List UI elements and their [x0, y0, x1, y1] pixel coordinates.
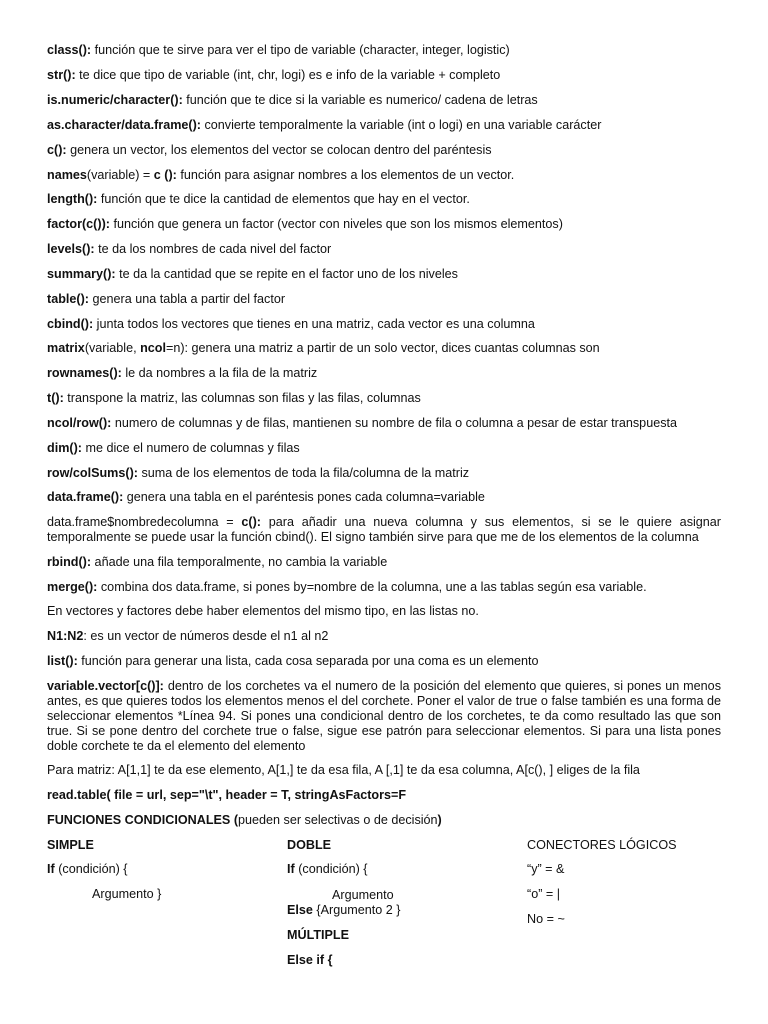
keyword: If: [47, 862, 55, 876]
entry-is-numeric: [47, 93, 721, 108]
entry-key: N1:N2: [47, 629, 84, 643]
column-title: CONECTORES LÓGICOS: [527, 838, 677, 852]
entry-key: t():: [47, 391, 64, 405]
entry-text: data.frame$nombredecolumna =: [47, 515, 242, 529]
simple-arg: [92, 887, 161, 902]
entry-text: función para asignar nombres a los elementos de un vector.: [176, 168, 515, 182]
entry-key: variable.vector[c()]:: [47, 679, 164, 693]
funciones-header: [47, 813, 721, 828]
entry-summary: [47, 267, 721, 282]
entry-key: row/colSums():: [47, 466, 138, 480]
entry-str: [47, 68, 721, 83]
entry-text: genera una tabla en el paréntesis pones cada columna=variable: [123, 490, 485, 504]
entry-rbind: [47, 555, 721, 570]
entry-dataframe-dollar: [47, 515, 721, 545]
entry-text: combina dos data.frame, si pones by=nombre de la columna, une a las tablas según esa variable.: [97, 580, 647, 594]
entry-c: [47, 143, 721, 158]
entry-ncol-row: [47, 416, 721, 431]
column-title: MÚLTIPLE: [287, 928, 350, 942]
multiple-title: [287, 928, 349, 943]
entry-key: read.table( file = url, sep="\t", header = T, stringAsFactors=F: [47, 788, 407, 802]
entry-t: [47, 391, 721, 406]
entry-text: En vectores y factores debe haber elementos del mismo tipo, en las listas no.: [47, 604, 479, 618]
entry-key: length():: [47, 192, 98, 206]
entry-text: dentro de los corchetes va el numero de la posición del elemento que quieres, si pones un menos antes, es que quieres todos los elementos menos el del corchete. Poner el valor de true o false también es una forma de seleccionar elementos *Línea 94. Si pones una condicional dentro de los corchetes, te da como resultado las que son true. Si se pone dentro del corchete true o false, sigue ese patrón para seleccionar elementos. Si para una lista pones doble corchete te da el elemento del elemento: [47, 679, 721, 753]
entry-class: [47, 43, 721, 58]
entry-text: (variable) =: [86, 168, 154, 182]
entry-matrix: [47, 341, 721, 356]
entry-text: numero de columnas y de filas, mantienen su nombre de fila o columna a pesar de estar transpuesta: [111, 416, 677, 430]
entry-data-frame: [47, 490, 721, 505]
doble-title: [287, 838, 331, 853]
entry-text: pueden ser selectivas o de decisión: [238, 813, 438, 827]
entry-key: c():: [241, 515, 261, 529]
conector-no: [527, 912, 565, 927]
entry-text: {Argumento 2 }: [312, 903, 401, 917]
column-title: DOBLE: [287, 838, 332, 852]
entry-text: te dice que tipo de variable (int, chr, logi) es e info de la variable + completo: [75, 68, 501, 82]
column-title: SIMPLE: [47, 838, 94, 852]
entry-text: Argumento: [332, 888, 394, 902]
entry-text: junta todos los vectores que tienes en una matriz, cada vector es una columna: [93, 317, 535, 331]
conector-o: [527, 887, 560, 902]
entry-dim: [47, 441, 721, 456]
entry-rownames: [47, 366, 721, 381]
entry-key: dim():: [47, 441, 82, 455]
section-heading: ): [437, 813, 442, 827]
entry-text: le da nombres a la fila de la matriz: [121, 366, 318, 380]
entry-length: [47, 192, 721, 207]
entry-text: convierte temporalmente la variable (int o logi) en una variable carácter: [201, 118, 602, 132]
entry-key: str():: [47, 68, 76, 82]
entry-n1n2: [47, 629, 721, 644]
entry-cbind: [47, 317, 721, 332]
entry-key: table():: [47, 292, 89, 306]
entry-key: cbind():: [47, 317, 94, 331]
entry-text: función para generar una lista, cada cosa separada por una coma es un elemento: [77, 654, 539, 668]
entry-text: “y” = &: [527, 862, 565, 876]
simple-if: [47, 862, 128, 877]
entry-key: rbind():: [47, 555, 92, 569]
entry-text: te da los nombres de cada nivel del factor: [94, 242, 332, 256]
entry-key: levels():: [47, 242, 95, 256]
entry-list: [47, 654, 721, 669]
entry-levels: [47, 242, 721, 257]
entry-text: suma de los elementos de toda la fila/columna de la matriz: [137, 466, 470, 480]
entry-key: class():: [47, 43, 92, 57]
keyword: If: [287, 862, 295, 876]
conector-y: [527, 862, 564, 877]
entry-key: c ():: [153, 168, 177, 182]
entry-names: [47, 168, 721, 183]
entry-factor: [47, 217, 721, 232]
entry-text: función que genera un factor (vector con niveles que son los mismos elementos): [109, 217, 563, 231]
entry-text: función que te dice la cantidad de elementos que hay en el vector.: [97, 192, 470, 206]
entry-text: “o” = |: [527, 887, 561, 901]
entry-text: : es un vector de números desde el n1 al n2: [83, 629, 329, 643]
entry-text: función que te dice si la variable es numerico/ cadena de letras: [182, 93, 538, 107]
keyword: Else: [287, 903, 313, 917]
entry-text: Argumento }: [92, 887, 162, 901]
entry-text: (condición) {: [294, 862, 368, 876]
entry-text: añade una fila temporalmente, no cambia la variable: [91, 555, 388, 569]
simple-title: [47, 838, 94, 853]
entry-key: summary():: [47, 267, 116, 281]
entry-key: merge():: [47, 580, 98, 594]
entry-text: función que te sirve para ver el tipo de variable (character, integer, logistic): [91, 43, 510, 57]
read-table: [47, 788, 721, 803]
entry-key: ncol: [140, 341, 166, 355]
entry-text: te da la cantidad que se repite en el factor uno de los niveles: [115, 267, 458, 281]
doble-else: [287, 903, 400, 918]
doble-if: [287, 862, 368, 877]
entry-key: list():: [47, 654, 78, 668]
matriz-access: [47, 763, 721, 778]
entry-vector-index: [47, 679, 721, 754]
entry-text: Para matriz: A[1,1] te da ese elemento, A[1,] te da esa fila, A [,1] te da esa columna, A[c(), ] eliges de la fila: [47, 763, 640, 777]
entry-text: genera un vector, los elementos del vector se colocan dentro del paréntesis: [66, 143, 492, 157]
entry-text: transpone la matriz, las columnas son filas y las filas, columnas: [63, 391, 421, 405]
entry-as-character: [47, 118, 721, 133]
entry-text: para añadir una nueva columna y sus elementos, si se le quiere asignar temporalmente se puede usar la función cbind(). El signo también sirve para que me de los elementos de la columna: [47, 515, 721, 544]
note-types: [47, 604, 721, 619]
entry-key: ncol/row():: [47, 416, 112, 430]
keyword: Else if {: [287, 953, 333, 967]
entry-key: factor(c()):: [47, 217, 110, 231]
entry-text: genera una tabla a partir del factor: [88, 292, 286, 306]
entry-key: c():: [47, 143, 67, 157]
section-heading: FUNCIONES CONDICIONALES (: [47, 813, 239, 827]
entry-key: rownames():: [47, 366, 122, 380]
entry-table: [47, 292, 721, 307]
entry-text: (variable,: [84, 341, 141, 355]
entry-key: is.numeric/character():: [47, 93, 183, 107]
entry-merge: [47, 580, 721, 595]
entry-text: No = ~: [527, 912, 565, 926]
conectores-title: [527, 838, 677, 853]
entry-row-colsums: [47, 466, 721, 481]
entry-key: data.frame():: [47, 490, 124, 504]
entry-key: as.character/data.frame():: [47, 118, 201, 132]
doble-arg: [332, 888, 394, 903]
entry-text: me dice el numero de columnas y filas: [81, 441, 300, 455]
entry-text: =n): genera una matriz a partir de un solo vector, dices cuantas columnas son: [166, 341, 600, 355]
entry-text: (condición) {: [54, 862, 128, 876]
multiple-else-if: [287, 953, 333, 968]
entry-key: matrix: [47, 341, 85, 355]
entry-key: names: [47, 168, 87, 182]
